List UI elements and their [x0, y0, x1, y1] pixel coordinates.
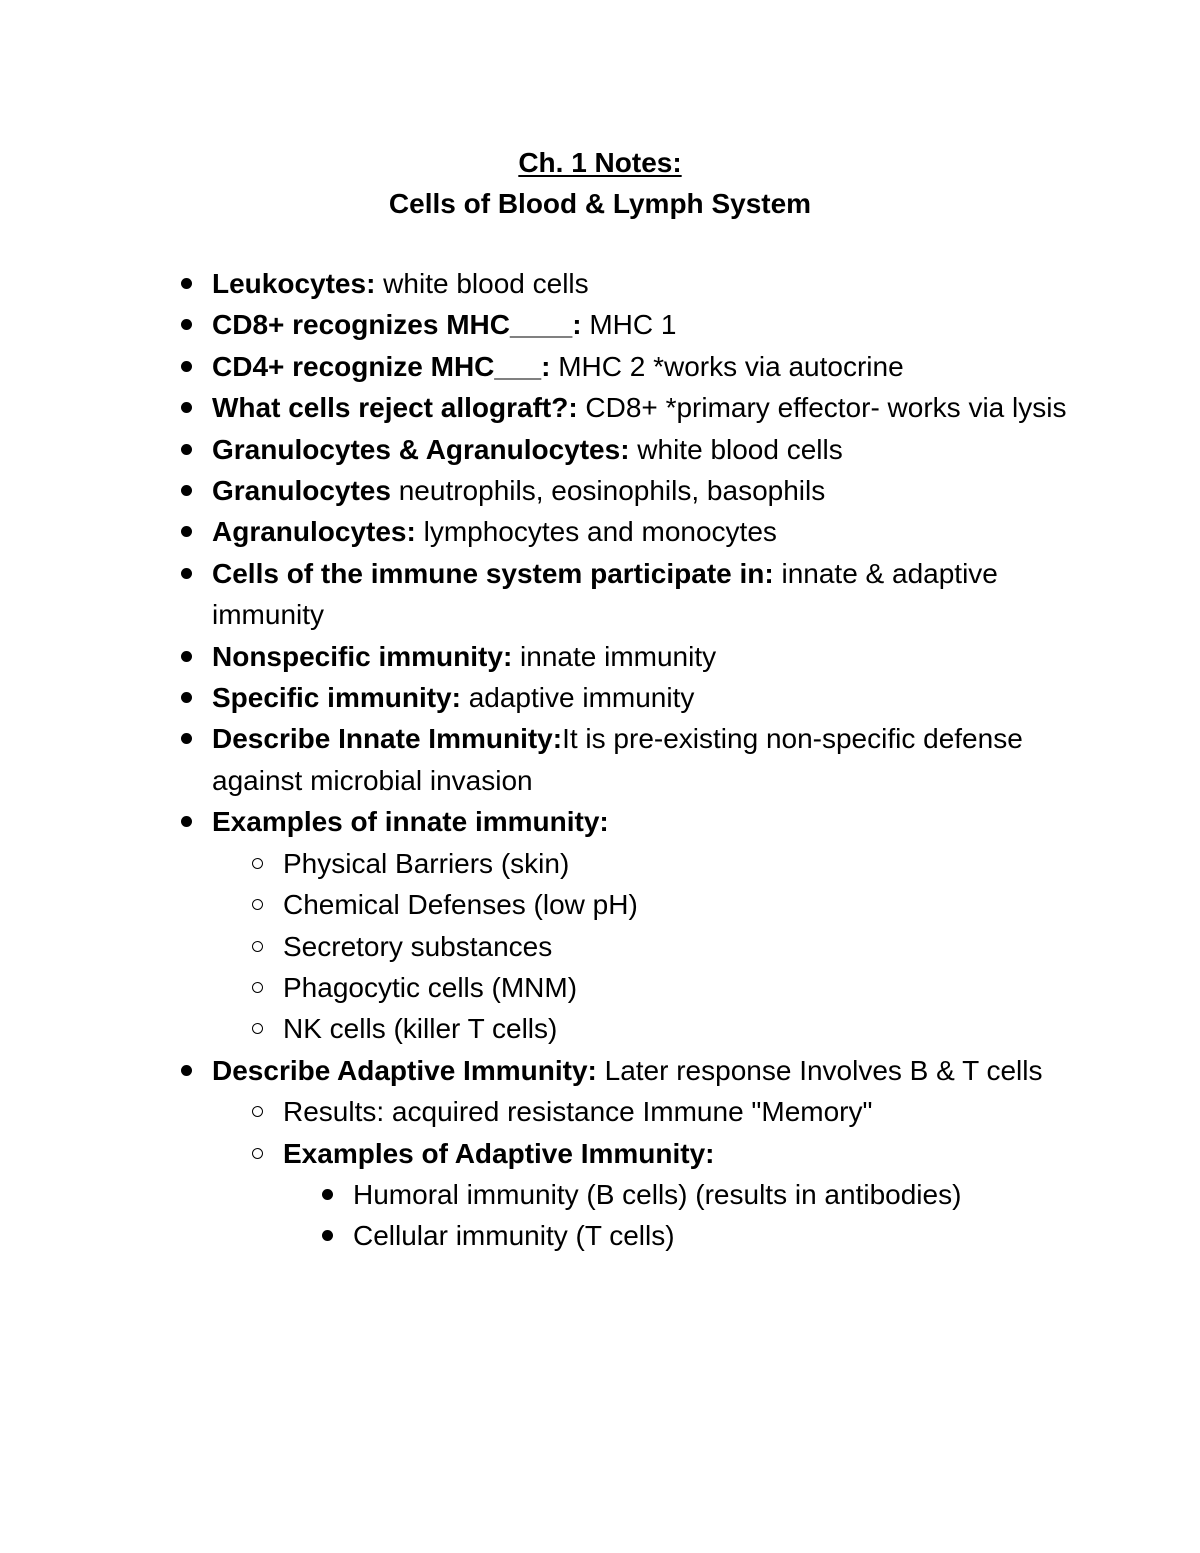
subsub-list-item	[353, 1215, 1072, 1256]
sub-item-text: Results: acquired resistance Immune "Memory"	[283, 1096, 873, 1128]
page-subtitle: Cells of Blood & Lymph System	[388, 188, 812, 219]
item-term: Describe Adaptive Immunity:	[212, 1054, 597, 1086]
item-text: adaptive immunity	[460, 682, 695, 714]
hollow-bullet-icon	[252, 1106, 263, 1117]
item-term: CD8+ recognizes MHC____:	[212, 309, 582, 341]
adaptive-examples-list	[283, 1174, 1072, 1257]
list-item	[212, 718, 1072, 801]
item-text: innate immunity	[512, 640, 717, 672]
sub-list-item	[283, 1008, 1072, 1049]
list-item	[212, 801, 1072, 1049]
title-block	[0, 142, 1200, 224]
item-text: lymphocytes and monocytes	[415, 516, 777, 548]
bullet-icon	[322, 1189, 333, 1200]
list-item	[212, 511, 1072, 552]
list-item	[212, 1050, 1072, 1257]
bullet-icon	[181, 485, 192, 496]
item-term: Describe Innate Immunity:	[212, 723, 563, 755]
notes-list	[212, 263, 1072, 1257]
innate-examples-list	[212, 843, 1072, 1050]
item-text: white blood cells	[375, 268, 589, 299]
sub-list-item	[283, 843, 1072, 884]
item-term: Agranulocytes:	[212, 516, 416, 548]
item-term: Leukocytes:	[212, 268, 376, 299]
bullet-icon	[181, 733, 192, 744]
sub-list-item	[283, 967, 1072, 1008]
bullet-icon	[181, 1065, 192, 1076]
item-text: MHC 1	[581, 309, 677, 341]
item-term: CD4+ recognize MHC___:	[212, 350, 551, 382]
sub-item-text: Phagocytic cells (MNM)	[283, 971, 578, 1003]
bullet-icon	[181, 816, 192, 827]
item-term: What cells reject allograft?:	[212, 392, 578, 424]
hollow-bullet-icon	[252, 982, 263, 993]
sub-item-text: Physical Barriers (skin)	[283, 847, 570, 879]
item-term: Specific immunity:	[212, 682, 461, 714]
list-item	[212, 553, 1072, 636]
item-term: Cells of the immune system participate in:	[212, 557, 774, 589]
hollow-bullet-icon	[252, 1023, 263, 1034]
subsub-item-text: Humoral immunity (B cells) (results in antibodies)	[353, 1178, 962, 1210]
bullet-icon	[181, 361, 192, 372]
bullet-icon	[181, 526, 192, 537]
sub-item-text: Chemical Defenses (low pH)	[283, 889, 638, 921]
sub-item-text: NK cells (killer T cells)	[283, 1013, 558, 1045]
item-text: innate & adaptive immunity	[212, 557, 998, 631]
sub-list-item	[283, 1091, 1072, 1132]
item-text: It is pre-existing non-specific defense against microbial invasion	[212, 723, 1023, 796]
hollow-bullet-icon	[252, 1148, 263, 1159]
item-text: CD8+ *primary effector- works via lysis	[577, 392, 1067, 424]
list-item	[212, 429, 1072, 470]
hollow-bullet-icon	[252, 858, 263, 869]
bullet-icon	[181, 651, 192, 662]
page-title: Ch. 1 Notes:	[518, 147, 682, 178]
bullet-icon	[181, 692, 192, 703]
list-item	[212, 304, 1072, 345]
bullet-icon	[181, 278, 192, 289]
list-item	[212, 677, 1072, 718]
item-term: Granulocytes	[212, 475, 391, 507]
list-item	[212, 470, 1072, 511]
subsub-list-item	[353, 1174, 1072, 1215]
hollow-bullet-icon	[252, 941, 263, 952]
item-text: Later response Involves B & T cells	[596, 1054, 1043, 1086]
sub-list-item	[283, 926, 1072, 967]
bullet-icon	[322, 1230, 333, 1241]
hollow-bullet-icon	[252, 899, 263, 910]
item-term: Nonspecific immunity:	[212, 640, 513, 672]
list-item	[212, 387, 1072, 428]
bullet-icon	[181, 402, 192, 413]
sub-item-term: Examples of Adaptive Immunity:	[283, 1137, 715, 1169]
adaptive-details-list	[212, 1091, 1072, 1257]
bullet-icon	[181, 568, 192, 579]
list-item	[212, 263, 1072, 304]
bullet-icon	[181, 319, 192, 330]
item-term: Granulocytes & Agranulocytes:	[212, 433, 630, 465]
item-text: MHC 2 *works via autocrine	[550, 350, 904, 382]
bullet-icon	[181, 444, 192, 455]
sub-item-text: Secretory substances	[283, 930, 553, 962]
subsub-item-text: Cellular immunity (T cells)	[353, 1220, 675, 1252]
item-text: neutrophils, eosinophils, basophils	[390, 475, 826, 507]
sub-list-item	[283, 1133, 1072, 1257]
list-item	[212, 346, 1072, 387]
item-text: white blood cells	[629, 433, 843, 465]
sub-list-item	[283, 884, 1072, 925]
item-term: Examples of innate immunity:	[212, 806, 609, 838]
list-item	[212, 636, 1072, 677]
